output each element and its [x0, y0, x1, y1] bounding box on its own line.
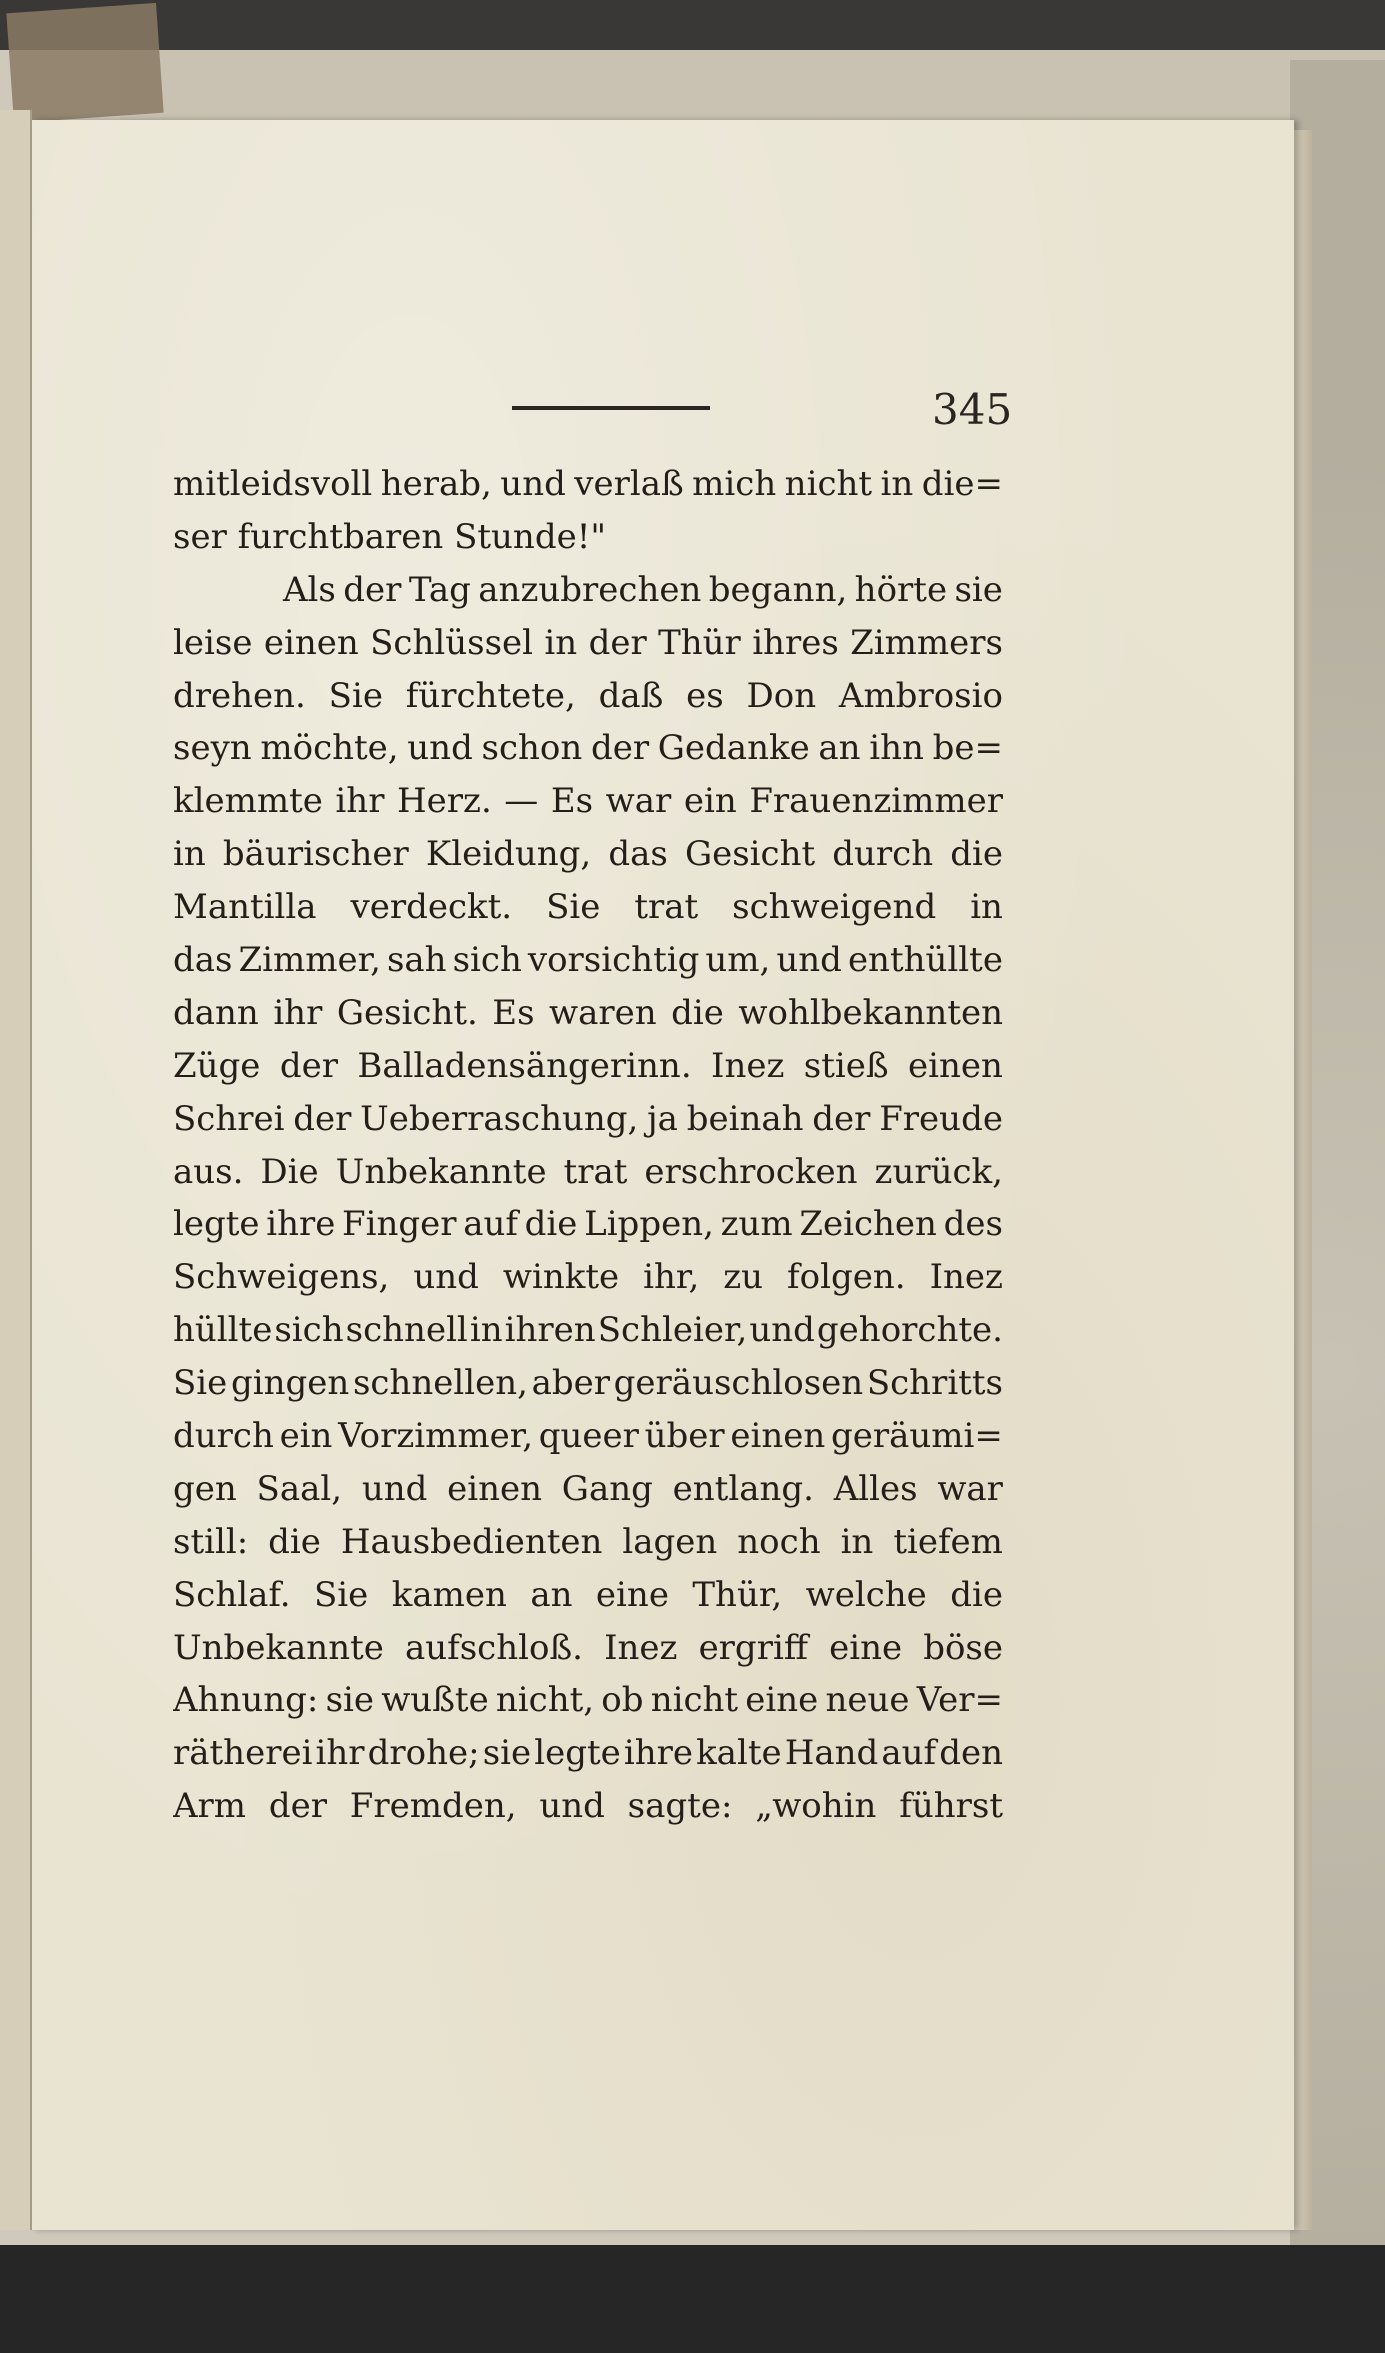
text-line: Ahnung: sie wußte nicht, ob nicht eine neue Ver= — [173, 1680, 1003, 1721]
text-line: Züge der Balladensängerinn. Inez stieß einen — [173, 1045, 1003, 1086]
text-line: hüllte sich schnell in ihren Schleier, und gehorchte. — [173, 1310, 1003, 1351]
text-line: ser furchtbaren Stunde!" — [173, 516, 607, 557]
text-line: leise einen Schlüssel in der Thür ihres Zimmers — [173, 622, 1003, 663]
text-line: Sie gingen schnellen, aber geräuschlosen Schritts — [173, 1363, 1003, 1404]
text-line: dann ihr Gesicht. Es waren die wohlbekannten — [173, 992, 1003, 1033]
text-line: Als der Tag anzubrechen begann, hörte sie — [283, 569, 1003, 610]
text-line: seyn möchte, und schon der Gedanke an ihn be= — [173, 728, 1003, 769]
text-line: aus. Die Unbekannte trat erschrocken zurück, — [173, 1151, 1003, 1192]
text-line: Schweigens, und winkte ihr, zu folgen. Inez — [173, 1257, 1003, 1298]
text-line: Mantilla verdeckt. Sie trat schweigend in — [173, 887, 1003, 928]
text-line: still: die Hausbedienten lagen noch in tiefem — [173, 1521, 1003, 1562]
text-line: Arm der Fremden, und sagte: „wohin führst — [173, 1786, 1003, 1827]
binding-edge — [0, 110, 32, 2230]
body-text — [173, 458, 1003, 1833]
text-line: klemmte ihr Herz. — Es war ein Frauenzimmer — [173, 781, 1003, 822]
text-line: drehen. Sie fürchtete, daß es Don Ambrosio — [173, 675, 1003, 716]
text-line: das Zimmer, sah sich vorsichtig um, und enthüllte — [173, 940, 1003, 981]
scan-bottom-band — [0, 2245, 1385, 2353]
text-line: Unbekannte aufschloß. Inez ergriff eine böse — [173, 1627, 1003, 1668]
header-rule — [512, 406, 710, 410]
text-line: mitleidsvoll herab, und verlaß mich nicht in die= — [173, 464, 1003, 504]
text-line: legte ihre Finger auf die Lippen, zum Zeichen des — [173, 1204, 1003, 1245]
text-line: gen Saal, und einen Gang entlang. Alles war — [173, 1468, 1003, 1509]
page-edge — [1294, 130, 1312, 2230]
text-line: in bäurischer Kleidung, das Gesicht durch die — [173, 834, 1003, 875]
page-number: 345 — [932, 385, 1013, 434]
tape-corner — [6, 3, 163, 123]
text-line: rätherei ihr drohe; sie legte ihre kalte Hand auf den — [173, 1733, 1003, 1774]
text-line: durch ein Vorzimmer, queer über einen geräumi= — [173, 1416, 1003, 1457]
text-line: Schlaf. Sie kamen an eine Thür, welche die — [173, 1574, 1003, 1615]
text-line: Schrei der Ueberraschung, ja beinah der Freude — [173, 1098, 1003, 1139]
scan-backing-top — [120, 50, 1385, 120]
